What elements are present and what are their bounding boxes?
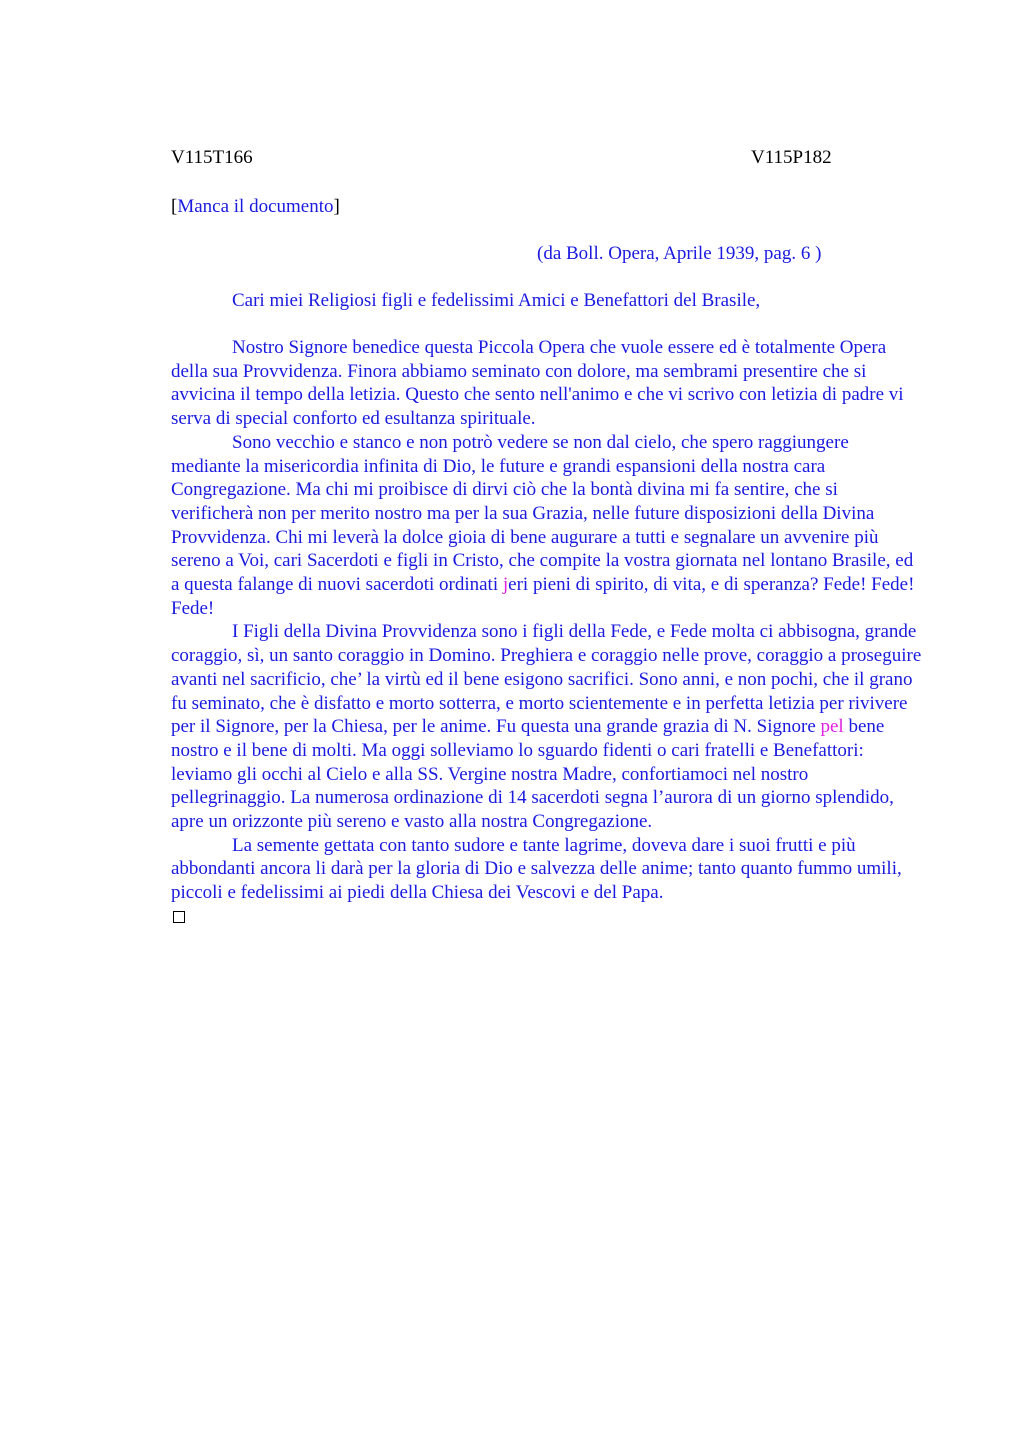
- open-bracket: [: [171, 196, 178, 217]
- letter-body: [171, 336, 923, 923]
- reference-code-left: V115T166: [171, 147, 253, 168]
- paragraph-1: Nostro Signore benedice questa Piccola Opera che vuole essere ed è totalmente Opera della sua Provvidenza. Finora abbiamo seminato con dolore, ma sembrami presentire che si avvicina il tempo della letizia. Questo che sento nell'animo e che vi scrivo con letizia di padre vi serva di special conforto ed esultanza spirituale.: [171, 337, 904, 430]
- end-square-icon: [173, 911, 185, 923]
- paragraph-2-part-a: Sono vecchio e stanco e non potrò vedere se non dal cielo, che spero raggiungere mediante la misericordia infinita di Dio, le future e grandi espansioni della nostra cara Congregazione. Ma chi mi proibisce di dirvi ciò che la bontà divina mi fa sentire, che si verificherà non per merito nostro ma per la sua Grazia, nelle future disposizioni della Divina Provvidenza. Chi mi leverà la dolce gioia di bene augurare a tutti e segnalare un avvenire più sereno a Voi, cari Sacerdoti e figli in Cristo, che compite la vostra giornata nel lontano Brasile, ed a questa falange di nuovi sacerdoti ordinati: [171, 431, 914, 596]
- paragraph-2-part-b: eri pieni di spirito, di vita, e di speranza? Fede! Fede! Fede!: [171, 574, 915, 619]
- missing-document-note: [171, 195, 923, 219]
- source-citation: (da Boll. Opera, Aprile 1939, pag. 6 ): [537, 243, 822, 264]
- paragraph-3-part-a: I Figli della Divina Provvidenza sono i figli della Fede, e Fede molta ci abbisogna, grande coraggio, sì, un santo coraggio in Domino. Preghiera e coraggio nelle prove, coraggio a proseguire avanti nel sacrificio, che’ la virtù ed il bene esigono sacrifici. Sono anni, e non pochi, che il grano fu seminato, che è disfatto e morto sotterra, e morto scientemente e in perfetta letizia per rivivere per il Signore, per la Chiesa, per le anime. Fu questa una grande grazia di N. Signore: [171, 621, 922, 738]
- close-bracket: ]: [333, 196, 340, 217]
- salutation: Cari miei Religiosi figli e fedelissimi Amici e Benefattori del Brasile,: [232, 290, 761, 311]
- paragraph-2-highlight: j: [502, 574, 509, 596]
- paragraph-2: [171, 431, 923, 621]
- paragraph-3: [171, 620, 923, 833]
- reference-header: [171, 146, 923, 170]
- paragraph-4: La semente gettata con tanto sudore e tante lagrime, doveva dare i suoi frutti e più abbondanti ancora li darà per la gloria di Dio e salvezza delle anime; tanto quanto fummo umili, piccoli e fedelissimi ai piedi della Chiesa dei Vescovi e del Papa.: [171, 834, 902, 904]
- document-page: [171, 146, 923, 923]
- paragraph-3-part-b: bene nostro e il bene di molti. Ma oggi solleviamo lo sguardo fidenti o cari fratelli e Benefattori: leviamo gli occhi al Cielo e alla SS. Vergine nostra Madre, confortiamoci nel nostro pellegrinaggio. La numerosa ordinazione di 14 sacerdoti segna l’aurora di un giorno splendido, apre un orizzonte più sereno e vasto alla nostra Congregazione.: [171, 716, 894, 833]
- reference-code-right: V115P182: [751, 147, 832, 168]
- paragraph-3-highlight: pel: [820, 716, 844, 738]
- missing-document-text: Manca il documento: [177, 196, 334, 217]
